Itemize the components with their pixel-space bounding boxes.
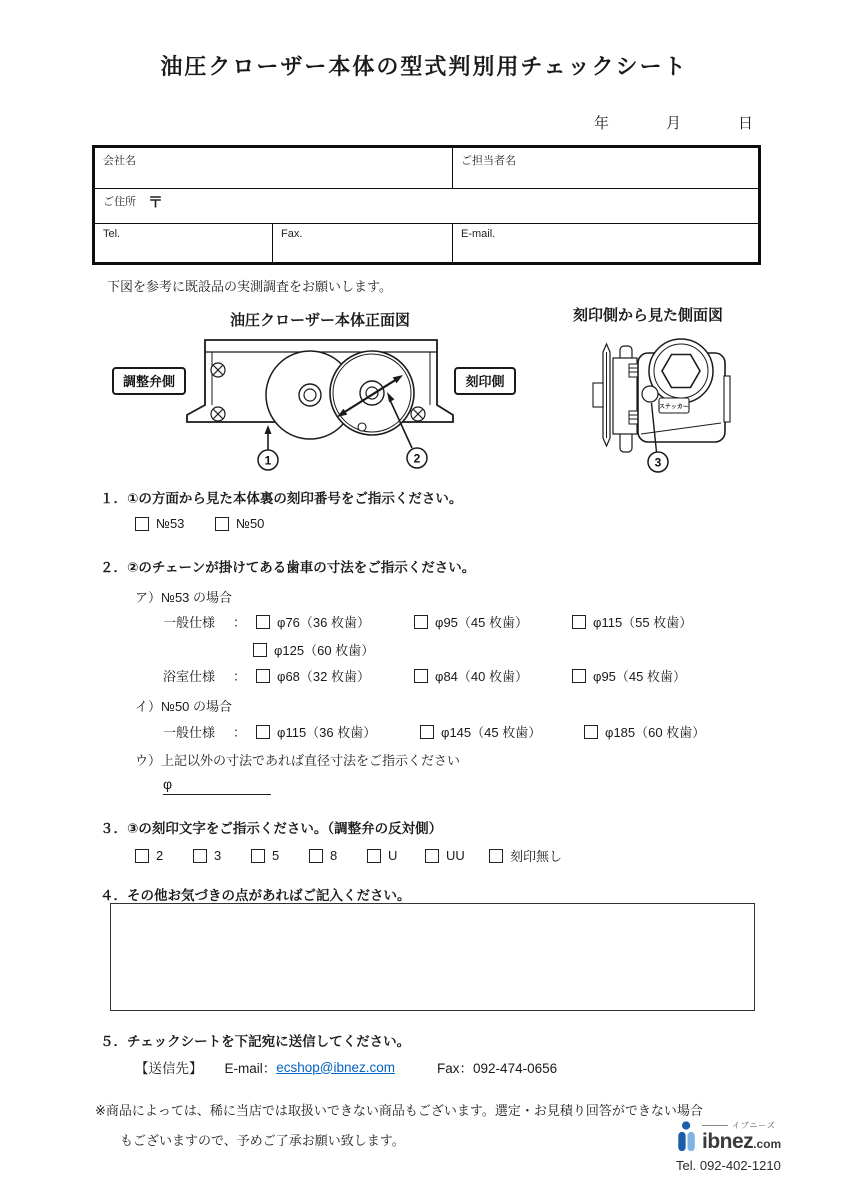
checkbox-no50[interactable] — [215, 517, 229, 531]
checkbox-no-stamp[interactable] — [489, 849, 503, 863]
checkbox-phi115b[interactable] — [256, 725, 270, 739]
q2-case-c-label: ウ）上記以外の寸法であれば直径寸法をご指示ください — [135, 753, 461, 768]
footnote-line1: ※商品によっては、稀に当店では取扱いできない商品もございます。選定・お見積り回答ができない場合 — [95, 1103, 703, 1118]
send-to-label: 【送信先】 — [135, 1061, 203, 1076]
fax-field[interactable] — [273, 224, 453, 262]
logo-tld: .com — [753, 1137, 782, 1151]
fax-number: Fax：092-474-0656 — [437, 1061, 558, 1076]
table-row — [95, 223, 758, 262]
q3-option-uu: UU — [425, 848, 489, 863]
company-label: 会社名 — [103, 155, 136, 167]
q3-options — [135, 846, 562, 865]
contact-table — [92, 145, 761, 265]
date-year-label: 年 — [593, 115, 609, 132]
stamp-mark-circle — [642, 386, 658, 402]
table-row — [95, 148, 758, 188]
adjust-valve-side-label: 調整弁側 — [122, 374, 176, 389]
ibnez-logo-icon — [676, 1120, 698, 1153]
q5-heading: ５．チェックシートを下記宛に送信してください。 — [100, 1034, 411, 1049]
q5-send-row — [135, 1057, 557, 1077]
q2-case-b-label: イ）№50 の場合 — [135, 699, 233, 714]
marker-1-badge — [258, 425, 278, 470]
page-title: 油圧クローザー本体の型式判別用チェックシート — [160, 54, 688, 79]
date-day-label: 日 — [737, 115, 753, 132]
checkbox-phi185[interactable] — [584, 725, 598, 739]
q2a-general-row2 — [100, 640, 374, 659]
address-label: ご住所 — [103, 196, 136, 208]
q1-heading: １．①の方面から見た本体裏の刻印番号をご指示ください。 — [100, 491, 463, 506]
q3-option-5: 5 — [251, 848, 309, 863]
email-field[interactable] — [453, 224, 758, 262]
checkbox-phi68[interactable] — [256, 669, 270, 683]
q3-option-3: 3 — [193, 848, 251, 863]
company-field[interactable] — [95, 148, 453, 188]
fax-label: Fax. — [281, 228, 303, 240]
tel-label: Tel. — [103, 228, 121, 240]
address-field[interactable] — [95, 189, 758, 223]
date-row — [594, 112, 753, 133]
q3-option-u: U — [367, 848, 425, 863]
logo-kana: イブニーズ — [732, 1121, 776, 1130]
email-link[interactable]: ecshop@ibnez.com — [276, 1059, 396, 1075]
q3-heading: ３．③の刻印文字をご指示ください。（調整弁の反対側） — [100, 821, 443, 836]
q2-option: φ115（55 枚歯） — [572, 612, 692, 631]
q2-option: φ145（45 枚歯） — [420, 722, 584, 741]
q1-options — [135, 516, 295, 531]
intro-text: 下図を参考に既設品の実測調査をお願いします。 — [107, 279, 392, 294]
general-spec-label: 一般仕様 — [163, 615, 216, 630]
bath-spec-label: 浴室仕様 — [163, 669, 216, 684]
side-diagram-title: 刻印側から見た側面図 — [572, 307, 723, 324]
checkbox-5[interactable] — [251, 849, 265, 863]
checkbox-phi84[interactable] — [414, 669, 428, 683]
q2a-general-row1: 一般仕様 ： φ76（36 枚歯） φ95（45 枚歯） φ115（55 枚歯） — [100, 612, 692, 631]
q1-option-no53: №53 — [135, 516, 215, 531]
q3-option-8: 8 — [309, 848, 367, 863]
front-view-diagram — [105, 330, 525, 475]
logo-kana-line — [702, 1125, 728, 1126]
postal-mark: 〒 — [148, 194, 164, 211]
checkbox-3[interactable] — [193, 849, 207, 863]
q2-option: φ125（60 枚歯） — [253, 640, 374, 659]
checkbox-phi95b[interactable] — [572, 669, 586, 683]
footnote-line2: もございますので、予めご了承お願い致します。 — [120, 1133, 405, 1148]
logo-tel: Tel. 092-402-1210 — [676, 1158, 781, 1173]
svg-text:3: 3 — [654, 455, 662, 470]
side-view-diagram — [585, 338, 733, 473]
checkbox-phi95[interactable] — [414, 615, 428, 629]
q2-option: φ95（45 枚歯） — [572, 666, 686, 685]
remarks-input-box[interactable] — [110, 903, 755, 1011]
q2-option: φ185（60 枚歯） — [584, 722, 705, 741]
tel-field[interactable] — [95, 224, 273, 262]
checkbox-uu[interactable] — [425, 849, 439, 863]
q2-heading: ２．②のチェーンが掛けてある歯車の寸法をご指示ください。 — [100, 560, 476, 575]
logo-brand: ibnez — [702, 1130, 754, 1153]
checkbox-no53[interactable] — [135, 517, 149, 531]
checkbox-phi76[interactable] — [256, 615, 270, 629]
person-label: ご担当者名 — [461, 155, 516, 167]
checkbox-phi115[interactable] — [572, 615, 586, 629]
mount-tab — [593, 383, 603, 407]
front-diagram-title: 油圧クローザー本体正面図 — [229, 312, 410, 329]
general-spec-label: 一般仕様 — [163, 725, 216, 740]
checkbox-phi145[interactable] — [420, 725, 434, 739]
stamp-side-label: 刻印側 — [465, 374, 505, 389]
checkbox-2[interactable] — [135, 849, 149, 863]
q2-case-a-label: ア）№53 の場合 — [135, 590, 233, 605]
q2b-general-row: 一般仕様 ： φ115（36 枚歯） φ145（45 枚歯） φ185（60 枚歯） — [100, 722, 705, 741]
q2-option: φ68（32 枚歯） — [256, 666, 414, 685]
svg-text:2: 2 — [413, 451, 421, 466]
checkbox-8[interactable] — [309, 849, 323, 863]
q3-option-none: 刻印無し — [489, 846, 562, 865]
diameter-input[interactable]: φ — [163, 776, 271, 795]
ibnez-logo — [676, 1120, 812, 1173]
person-field[interactable] — [453, 148, 758, 188]
q3-option-2: 2 — [135, 848, 193, 863]
checkbox-u[interactable] — [367, 849, 381, 863]
q2a-bath-row: 浴室仕様 ： φ68（32 枚歯） φ84（40 枚歯） φ95（45 枚歯） — [100, 666, 686, 685]
table-row — [95, 188, 758, 223]
q2-option: φ76（36 枚歯） — [256, 612, 414, 631]
date-month-label: 月 — [665, 115, 681, 132]
email-prefix: E-mail： — [224, 1061, 277, 1076]
q2-diameter-entry — [163, 776, 271, 795]
q2-option: φ115（36 枚歯） — [256, 722, 420, 741]
email-label: E-mail. — [461, 228, 496, 240]
q2-option: φ95（45 枚歯） — [414, 612, 572, 631]
q1-option-no50: №50 — [215, 516, 295, 531]
checkbox-phi125[interactable] — [253, 643, 267, 657]
sticker-label: ステッカー — [659, 404, 689, 411]
q4-heading: ４．その他お気づきの点があればご記入ください。 — [100, 888, 411, 903]
q2-option: φ84（40 枚歯） — [414, 666, 572, 685]
svg-text:1: 1 — [264, 453, 272, 468]
